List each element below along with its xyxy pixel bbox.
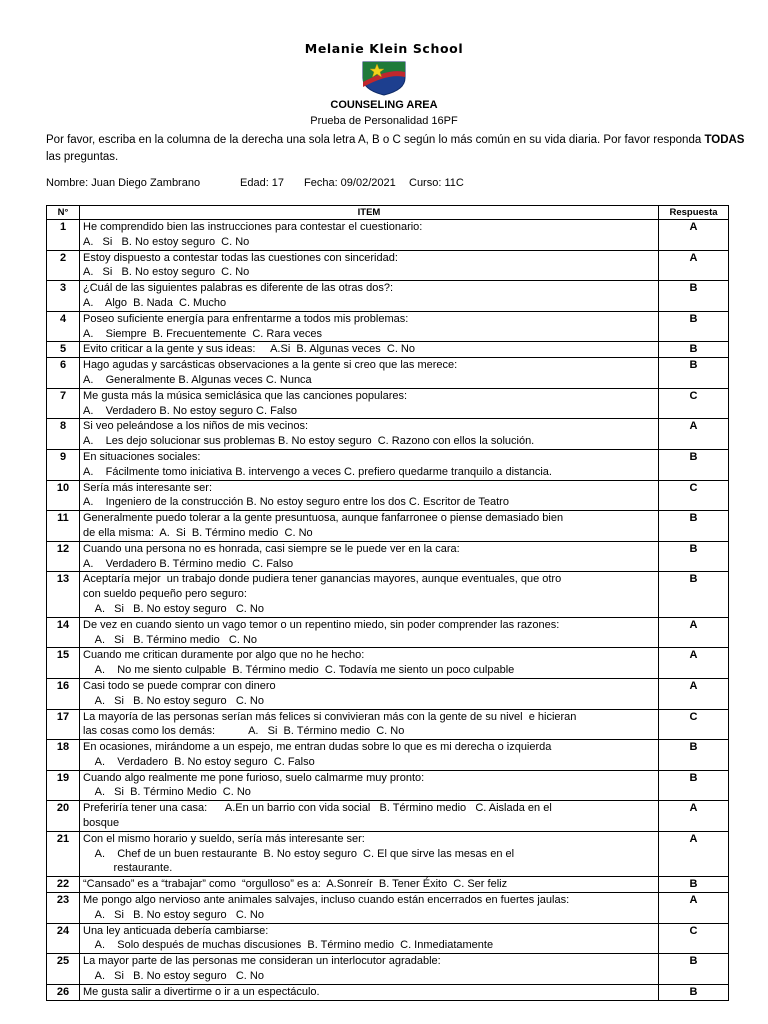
question-item: [80, 923, 659, 954]
table-row: [47, 449, 729, 480]
questionnaire-table: [46, 205, 729, 1001]
question-text: En situaciones sociales:: [83, 450, 201, 463]
question-number: 12: [47, 541, 80, 572]
table-row: [47, 831, 729, 876]
test-title: Prueba de Personalidad 16PF: [310, 115, 458, 127]
question-item: [80, 709, 659, 740]
question-item: [80, 250, 659, 281]
instructions-text: Por favor, escriba en la columna de la derecha una sola letra A, B o C según lo más común en su vida diaria. Por favor responda: [46, 134, 705, 146]
question-text: Si veo peleándose a los niños de mis vecinos:: [83, 420, 309, 433]
table-header-row: [47, 206, 729, 220]
table-row: [47, 740, 729, 771]
school-name: Melanie Klein School: [304, 41, 464, 56]
question-text: De vez en cuando siento un vago temor o un repentino miedo, sin poder comprender las razones:: [83, 618, 560, 631]
table-row: [47, 281, 729, 312]
question-item: [80, 648, 659, 679]
question-text: Una ley anticuada debería cambiarse:: [83, 924, 269, 937]
question-options: A. Les dejo solucionar sus problemas B. No estoy seguro C. Razono con ellos la solución.: [83, 435, 535, 448]
question-number: 2: [47, 250, 80, 281]
question-item: [80, 893, 659, 924]
table-row: [47, 419, 729, 450]
question-options: A. Si B. Término Medio C. No: [83, 786, 251, 799]
question-number: 25: [47, 954, 80, 985]
header-number: N°: [47, 206, 80, 220]
question-text: Preferiría tener una casa: A.En un barrio con vida social B. Término medio C. Aislada en el: [83, 802, 552, 815]
question-number: 11: [47, 511, 80, 542]
question-item: [80, 877, 659, 893]
question-options: bosque: [83, 817, 120, 830]
answer-cell[interactable]: C: [659, 480, 729, 511]
question-options: restaurante.: [83, 862, 173, 875]
answer-cell[interactable]: A: [659, 648, 729, 679]
question-text: Me gusta más la música semiclásica que las canciones populares:: [83, 389, 408, 402]
answer-cell[interactable]: B: [659, 877, 729, 893]
question-options: A. Siempre B. Frecuentemente C. Rara veces: [83, 327, 323, 340]
table-row: [47, 388, 729, 419]
answer-cell[interactable]: C: [659, 709, 729, 740]
question-number: 24: [47, 923, 80, 954]
question-options: las cosas como los demás: A. Si B. Término medio C. No: [83, 725, 405, 738]
question-options: A. Si B. No estoy seguro C. No: [83, 602, 264, 615]
answer-cell[interactable]: B: [659, 770, 729, 801]
question-options: A. Fácilmente tomo iniciativa B. intervengo a veces C. prefiero quedarme tranquilo a distancia.: [83, 465, 552, 478]
school-crest-logo: [359, 58, 409, 96]
answer-cell[interactable]: A: [659, 893, 729, 924]
instructions-emphasis: TODAS: [704, 134, 745, 146]
question-number: 5: [47, 342, 80, 358]
header-answer: Respuesta: [659, 206, 729, 220]
answer-cell[interactable]: A: [659, 801, 729, 832]
question-text: Sería más interesante ser:: [83, 481, 213, 494]
question-number: 10: [47, 480, 80, 511]
question-item: [80, 449, 659, 480]
question-number: 19: [47, 770, 80, 801]
question-item: [80, 281, 659, 312]
table-row: [47, 342, 729, 358]
question-item: [80, 358, 659, 389]
answer-cell[interactable]: A: [659, 419, 729, 450]
question-text: “Cansado” es a “trabajar” como “orgulloso” es a: A.Sonreír B. Tener Éxito C. Ser feliz: [83, 878, 508, 891]
question-item: [80, 220, 659, 251]
question-options: A. Si B. No estoy seguro C. No: [83, 235, 250, 248]
student-course: Curso: 11C: [409, 177, 464, 189]
question-text: He comprendido bien las instrucciones para contestar el cuestionario:: [83, 221, 423, 233]
question-number: 16: [47, 678, 80, 709]
question-text: La mayor parte de las personas me consideran un interlocutor agradable:: [83, 955, 441, 968]
table-row: [47, 220, 729, 251]
question-number: 15: [47, 648, 80, 679]
question-item: [80, 801, 659, 832]
question-number: 17: [47, 709, 80, 740]
table-row: [47, 954, 729, 985]
question-options: A. Generalmente B. Algunas veces C. Nunca: [83, 373, 312, 386]
question-item: [80, 541, 659, 572]
question-options: A. Verdadero B. No estoy seguro C. Falso: [83, 404, 297, 417]
question-options: A. Ingeniero de la construcción B. No estoy seguro entre los dos C. Escritor de Teatro: [83, 496, 509, 509]
question-options: A. Chef de un buen restaurante B. No estoy seguro C. El que sirve las mesas en el: [83, 847, 515, 860]
table-row: [47, 801, 729, 832]
question-item: [80, 831, 659, 876]
question-item: [80, 617, 659, 648]
instructions-end: las preguntas.: [46, 151, 119, 163]
question-options: A. Solo después de muchas discusiones B. Término medio C. Inmediatamente: [83, 939, 494, 952]
question-options: con sueldo pequeño pero seguro:: [83, 588, 247, 601]
question-item: [80, 572, 659, 617]
question-text: Estoy dispuesto a contestar todas las cuestiones con sinceridad:: [83, 251, 398, 264]
question-item: [80, 342, 659, 358]
question-text: Me pongo algo nervioso ante animales salvajes, incluso cuando están encerrados en fuertes jaulas:: [83, 894, 570, 907]
question-text: Generalmente puedo tolerar a la gente presuntuosa, aunque fanfarronee o piense demasiado bien: [83, 512, 564, 525]
question-options: A. No me siento culpable B. Término medio C. Todavía me siento un poco culpable: [83, 664, 515, 677]
answer-cell[interactable]: B: [659, 954, 729, 985]
table-row: [47, 541, 729, 572]
question-text: Cuando una persona no es honrada, casi siempre se le puede ver en la cara:: [83, 542, 460, 555]
table-row: [47, 984, 729, 1000]
question-number: 4: [47, 311, 80, 342]
question-item: [80, 480, 659, 511]
answer-cell[interactable]: B: [659, 541, 729, 572]
table-row: [47, 617, 729, 648]
answer-cell[interactable]: A: [659, 250, 729, 281]
table-row: [47, 572, 729, 617]
answer-cell[interactable]: A: [659, 220, 729, 251]
question-text: Con el mismo horario y sueldo, sería más interesante ser:: [83, 832, 365, 845]
student-name: Nombre: Juan Diego Zambrano: [46, 177, 201, 189]
question-number: 1: [47, 220, 80, 251]
question-number: 8: [47, 419, 80, 450]
question-text: Me gusta salir a divertirme o ir a un espectáculo.: [83, 985, 320, 998]
answer-cell[interactable]: B: [659, 511, 729, 542]
question-options: A. Algo B. Nada C. Mucho: [83, 296, 227, 309]
question-text: En ocasiones, mirándome a un espejo, me entran dudas sobre lo que es mi derecha o izquierda: [83, 741, 552, 754]
answer-cell[interactable]: B: [659, 449, 729, 480]
question-text: Casi todo se puede comprar con dinero: [83, 679, 276, 692]
question-item: [80, 419, 659, 450]
question-item: [80, 678, 659, 709]
question-number: 18: [47, 740, 80, 771]
question-number: 3: [47, 281, 80, 312]
question-item: [80, 954, 659, 985]
question-text: Poseo suficiente energía para enfrentarme a todos mis problemas:: [83, 312, 409, 325]
question-text: Cuando algo realmente me pone furioso, suelo calmarme muy pronto:: [83, 771, 425, 784]
student-age: Edad: 17: [240, 177, 285, 189]
question-text: ¿Cuál de las siguientes palabras es diferente de las otras dos?:: [83, 282, 394, 295]
area-title: COUNSELING AREA: [330, 99, 438, 111]
question-number: 20: [47, 801, 80, 832]
question-item: [80, 770, 659, 801]
table-row: [47, 709, 729, 740]
answer-cell[interactable]: B: [659, 984, 729, 1000]
table-row: [47, 358, 729, 389]
answer-cell[interactable]: B: [659, 311, 729, 342]
answer-cell[interactable]: C: [659, 923, 729, 954]
table-row: [47, 678, 729, 709]
question-text: La mayoría de las personas serían más felices si convivieran más con la gente de su nivel e hicieran: [83, 710, 577, 723]
question-options: A. Si B. No estoy seguro C. No: [83, 694, 264, 707]
question-text: Cuando me critican duramente por algo que no he hecho:: [83, 649, 365, 662]
question-text: Evito criticar a la gente y sus ideas: A.Si B. Algunas veces C. No: [83, 343, 415, 356]
table-row: [47, 311, 729, 342]
answer-cell[interactable]: B: [659, 342, 729, 358]
question-number: 23: [47, 893, 80, 924]
answer-cell[interactable]: B: [659, 740, 729, 771]
question-options: A. Si B. No estoy seguro C. No: [83, 970, 264, 983]
question-number: 21: [47, 831, 80, 876]
table-row: [47, 480, 729, 511]
answer-cell[interactable]: C: [659, 388, 729, 419]
question-number: 6: [47, 358, 80, 389]
student-info: [46, 177, 464, 189]
table-row: [47, 893, 729, 924]
question-text: Aceptaría mejor un trabajo donde pudiera tener ganancias mayores, aunque eventuales, que otro: [83, 573, 562, 586]
question-options: A. Si B. Término medio C. No: [83, 633, 258, 646]
question-number: 7: [47, 388, 80, 419]
instructions: [46, 132, 746, 166]
table-row: [47, 648, 729, 679]
question-options: A. Verdadero B. Término medio C. Falso: [83, 557, 294, 570]
question-number: 26: [47, 984, 80, 1000]
question-number: 9: [47, 449, 80, 480]
answer-cell[interactable]: B: [659, 281, 729, 312]
table-row: [47, 877, 729, 893]
answer-cell[interactable]: A: [659, 678, 729, 709]
answer-cell[interactable]: A: [659, 831, 729, 876]
question-number: 13: [47, 572, 80, 617]
question-number: 14: [47, 617, 80, 648]
answer-cell[interactable]: A: [659, 617, 729, 648]
question-item: [80, 311, 659, 342]
question-options: A. Si B. No estoy seguro C. No: [83, 908, 264, 921]
table-row: [47, 770, 729, 801]
table-row: [47, 923, 729, 954]
question-options: A. Verdadero B. No estoy seguro C. Falso: [83, 755, 315, 768]
question-item: [80, 740, 659, 771]
test-date: Fecha: 09/02/2021: [304, 177, 396, 189]
table-row: [47, 250, 729, 281]
question-options: de ella misma: A. Si B. Término medio C. No: [83, 526, 313, 539]
table-row: [47, 511, 729, 542]
question-number: 22: [47, 877, 80, 893]
question-options: A. Si B. No estoy seguro C. No: [83, 266, 250, 279]
question-item: [80, 511, 659, 542]
question-item: [80, 984, 659, 1000]
question-item: [80, 388, 659, 419]
answer-cell[interactable]: B: [659, 358, 729, 389]
question-text: Hago agudas y sarcásticas observaciones a la gente si creo que las merece:: [83, 359, 458, 372]
header-item: ITEM: [80, 206, 659, 220]
answer-cell[interactable]: B: [659, 572, 729, 617]
